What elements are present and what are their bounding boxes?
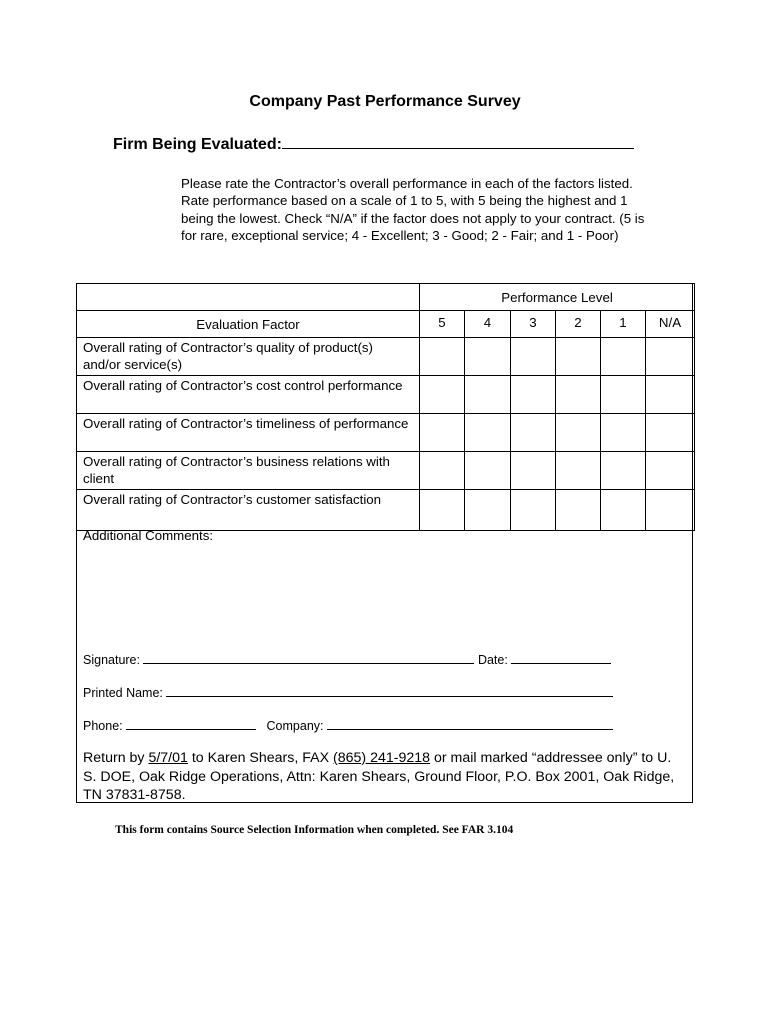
- return-prefix: Return by: [83, 750, 149, 766]
- printed-name-row: [83, 685, 613, 700]
- rating-cell-4[interactable]: [465, 452, 511, 490]
- evaluation-factor-header: Evaluation Factor: [77, 311, 420, 338]
- rating-cell-5[interactable]: [420, 414, 465, 452]
- blank-header-cell: [77, 284, 420, 311]
- rating-cell-1[interactable]: [601, 452, 646, 490]
- table-row: [77, 338, 695, 376]
- fax-number: (865) 241-9218: [333, 750, 431, 766]
- rating-cell-3[interactable]: [511, 452, 556, 490]
- rating-cell-4[interactable]: [465, 490, 511, 531]
- rating-cell-5[interactable]: [420, 490, 465, 531]
- rating-cell-2[interactable]: [556, 414, 601, 452]
- rating-cell-na[interactable]: [646, 490, 695, 531]
- rating-cell-3[interactable]: [511, 490, 556, 531]
- rating-cell-5[interactable]: [420, 376, 465, 414]
- printed-name-field[interactable]: [166, 685, 613, 697]
- level-na-header: N/A: [646, 311, 695, 338]
- signature-label: Signature:: [83, 653, 140, 667]
- table-row: [77, 452, 695, 490]
- factor-timeliness: Overall rating of Contractor’s timeliness of performance: [77, 414, 420, 452]
- signature-row: [83, 652, 611, 667]
- phone-label: Phone:: [83, 719, 123, 733]
- company-field[interactable]: [327, 718, 613, 730]
- footer-notice: This form contains Source Selection Information when completed. See FAR 3.104: [115, 824, 514, 836]
- phone-field[interactable]: [126, 718, 256, 730]
- table-row: [77, 490, 695, 531]
- rating-cell-na[interactable]: [646, 414, 695, 452]
- rating-cell-1[interactable]: [601, 338, 646, 376]
- rating-cell-1[interactable]: [601, 414, 646, 452]
- return-date: 5/7/01: [148, 750, 188, 766]
- performance-level-header: Performance Level: [420, 284, 695, 311]
- level-1-header: 1: [601, 311, 646, 338]
- return-suffix: or mail marked “addressee only” to U. S. DOE, Oak Ridge Operations, Attn: Karen Shears, Ground Floor, P.O. Box 2001, Oak Ridge, TN 37831-8758.: [83, 750, 675, 804]
- rating-cell-2[interactable]: [556, 338, 601, 376]
- firm-name-field[interactable]: [282, 134, 634, 149]
- table-row: [77, 376, 695, 414]
- firm-being-evaluated: [113, 134, 634, 154]
- return-mid: to Karen Shears, FAX: [187, 750, 334, 766]
- rating-cell-4[interactable]: [465, 376, 511, 414]
- survey-form: [76, 283, 693, 803]
- return-instructions: [83, 749, 683, 805]
- date-label: Date:: [477, 653, 508, 667]
- level-4-header: 4: [465, 311, 511, 338]
- rating-cell-1[interactable]: [601, 376, 646, 414]
- rating-cell-2[interactable]: [556, 490, 601, 531]
- level-5-header: 5: [420, 311, 465, 338]
- rating-cell-na[interactable]: [646, 452, 695, 490]
- rating-cell-5[interactable]: [420, 452, 465, 490]
- factor-quality: Overall rating of Contractor’s quality of product(s) and/or service(s): [77, 338, 420, 376]
- level-3-header: 3: [511, 311, 556, 338]
- rating-cell-4[interactable]: [465, 414, 511, 452]
- rating-cell-2[interactable]: [556, 452, 601, 490]
- factor-customer-satisfaction: Overall rating of Contractor’s customer satisfaction: [77, 490, 420, 531]
- instructions-paragraph: Please rate the Contractor’s overall performance in each of the factors listed. Rate performance based on a scale of 1 to 5, with 5 being the highest and 1 being the lowest. Check “N/A” if the factor does not apply to your contract. (5 is for rare, exceptional service; 4 - Excellent; 3 - Good; 2 - Fair; and 1 - Poor): [181, 176, 645, 243]
- rating-cell-3[interactable]: [511, 376, 556, 414]
- firm-label: Firm Being Evaluated:: [113, 136, 282, 153]
- factor-cost-control: Overall rating of Contractor’s cost control performance: [77, 376, 420, 414]
- page-title: Company Past Performance Survey: [249, 93, 521, 110]
- rating-table: [76, 283, 695, 531]
- rating-cell-na[interactable]: [646, 338, 695, 376]
- printed-name-label: Printed Name:: [83, 686, 163, 700]
- rating-cell-2[interactable]: [556, 376, 601, 414]
- rating-cell-3[interactable]: [511, 338, 556, 376]
- table-row: [77, 414, 695, 452]
- rating-cell-1[interactable]: [601, 490, 646, 531]
- additional-comments-label: Additional Comments:: [83, 528, 214, 543]
- company-label: Company:: [266, 719, 324, 733]
- rating-cell-5[interactable]: [420, 338, 465, 376]
- rating-cell-na[interactable]: [646, 376, 695, 414]
- rating-cell-4[interactable]: [465, 338, 511, 376]
- level-2-header: 2: [556, 311, 601, 338]
- phone-company-row: [83, 718, 613, 733]
- rating-cell-3[interactable]: [511, 414, 556, 452]
- signature-field[interactable]: [143, 652, 474, 664]
- factor-business-relations: Overall rating of Contractor’s business relations with client: [77, 452, 420, 490]
- date-field[interactable]: [511, 652, 611, 664]
